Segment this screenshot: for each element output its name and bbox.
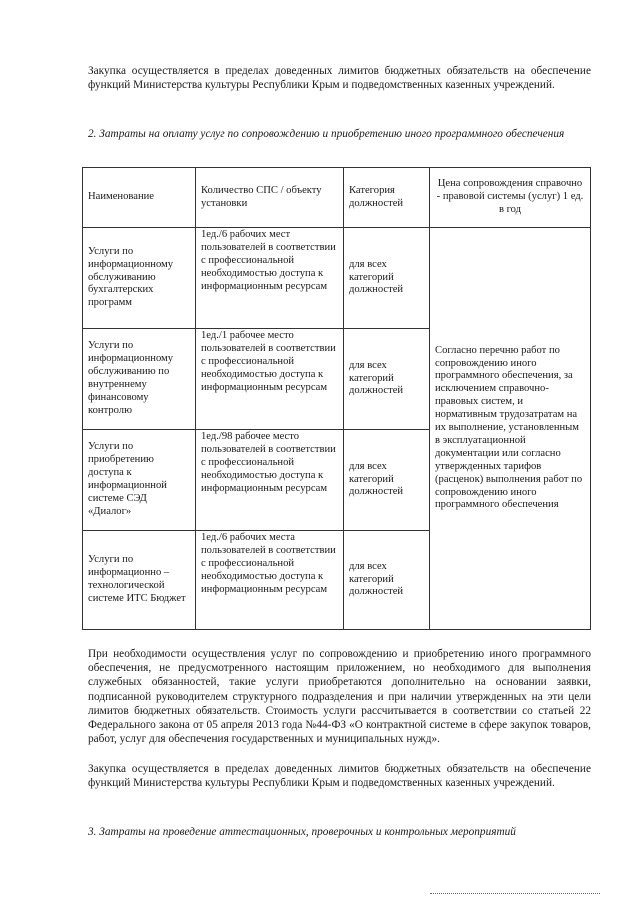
header-name: Наименование xyxy=(83,168,196,228)
section-3-heading: 3. Затраты на проведение аттестационных, проверочных и контрольных мероприятий xyxy=(88,826,516,838)
header-category: Категория должностей xyxy=(344,168,430,228)
row-quantity: 1ед./6 рабочих мест пользователей в соответствии с профессиональной необходимостью доступа к информационным ресурсам xyxy=(196,228,344,329)
table-row xyxy=(83,228,591,329)
services-table xyxy=(82,167,591,630)
row-quantity: 1ед./6 рабочих места пользователей в соответствии с профессиональной необходимостью доступа к информационным ресурсам xyxy=(196,531,344,630)
row-quantity: 1ед./98 рабочее место пользователей в соответствии с профессиональной необходимостью доступа к информационным ресурсам xyxy=(196,430,344,531)
paragraph-after-table: При необходимости осуществления услуг по сопровождению и приобретению иного программного обеспечения, не предусмотренного настоящим приложением, но необходимого для выполнения служебных обязанностей, такие услуги приобретаются дополнительно на основании заявки, подписанной руководителем структурного подразделения и при наличии утвержденных на эти цели лимитов бюджетных обязательств. Стоимость услуги рассчитывается в соответствии со статьей 22 Федерального закона от 05 апреля 2013 года №44-ФЗ «О контрактной системе в сфере закупок товаров, работ, услуг для обеспечения государственных и муниципальных нужд». xyxy=(88,648,591,746)
table-header-row xyxy=(83,168,591,228)
row-quantity: 1ед./1 рабочее место пользователей в соответствии с профессиональной необходимостью доступа к информационным ресурсам xyxy=(196,329,344,430)
row-name: Услуги по информационному обслуживанию бухгалтерских программ xyxy=(83,228,196,329)
section-2-heading: 2. Затраты на оплату услуг по сопровождению и приобретению иного программного обеспечения xyxy=(88,128,565,140)
price-merged-cell: Согласно перечню работ по сопровождению иного программного обеспечения, за исключением справочно-правовых систем, и нормативным трудозатратам на их выполнение, установленным в эксплуатационной документации или согласно утвержденных тарифов (расценок) выполнения работ по сопровождению иного программного обеспечения xyxy=(430,228,591,630)
row-name: Услуги по информационному обслуживанию по внутреннему финансовому контролю xyxy=(83,329,196,430)
row-category: для всех категорий должностей xyxy=(344,430,430,531)
intro-paragraph: Закупка осуществляется в пределах доведенных лимитов бюджетных обязательств на обеспечение функций Министерства культуры Республики Крым и подведомственных казенных учреждений. xyxy=(88,65,591,92)
row-category: для всех категорий должностей xyxy=(344,228,430,329)
row-category: для всех категорий должностей xyxy=(344,531,430,630)
header-price: Цена сопровождения справочно - правовой системы (услуг) 1 ед. в год xyxy=(430,168,591,228)
row-category: для всех категорий должностей xyxy=(344,329,430,430)
row-name: Услуги по приобретению доступа к информационной системе СЭД «Диалог» xyxy=(83,430,196,531)
footer-divider xyxy=(430,893,600,894)
closing-paragraph: Закупка осуществляется в пределах доведенных лимитов бюджетных обязательств на обеспечение функций Министерства культуры Республики Крым и подведомственных казенных учреждений. xyxy=(88,763,591,790)
row-name: Услуги по информационно – технологической системе ИТС Бюджет xyxy=(83,531,196,630)
header-quantity: Количество СПС / объекту установки xyxy=(196,168,344,228)
